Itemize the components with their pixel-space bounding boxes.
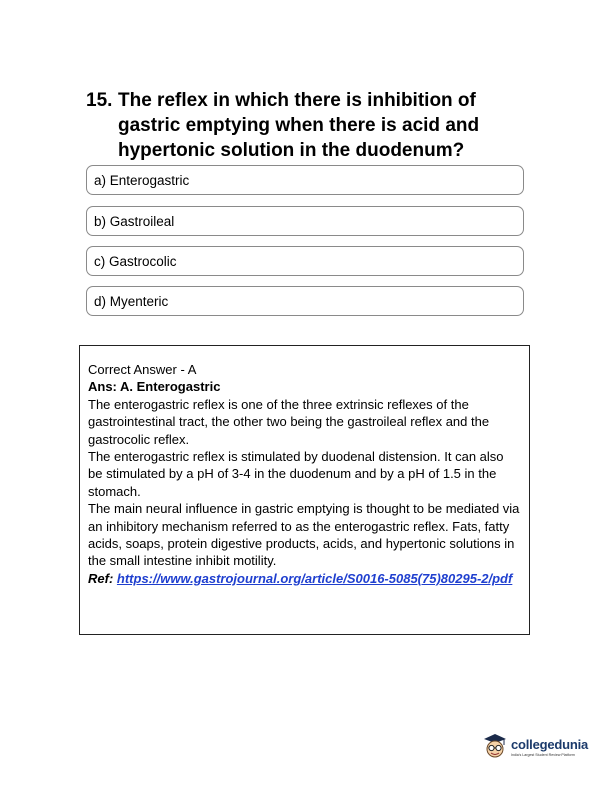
option-d-label: d) Myenteric — [94, 294, 169, 309]
option-d[interactable] — [86, 286, 524, 316]
student-mascot-icon — [481, 731, 509, 761]
answer-heading: Ans: A. Enterogastric — [88, 379, 221, 395]
question-number: 15. — [86, 90, 113, 111]
collegedunia-logo — [481, 731, 589, 761]
option-c[interactable] — [86, 246, 524, 276]
logo-brand-text: collegedunia — [511, 737, 589, 752]
answer-box — [79, 345, 530, 635]
correct-answer: Correct Answer - A — [88, 362, 197, 377]
option-b-label: b) Gastroileal — [94, 214, 175, 229]
option-c-label: c) Gastrocolic — [94, 254, 177, 269]
logo-tagline: India's Largest Student Review Platform — [511, 753, 575, 757]
question-text: The reflex in which there is inhibition of gastric emptying when there is acid and hypertonic solution in the duodenum? — [118, 90, 480, 161]
explanation-para-1: The enterogastric reflex is one of the three extrinsic reflexes of the gastrointestinal tract, the other two being the gastroileal reflex and the gastrocolic reflex. — [88, 396, 490, 447]
reference — [88, 570, 521, 587]
reference-label: Ref: — [88, 570, 114, 586]
explanation-para-2: The enterogastric reflex is stimulated by duodenal distension. It can also be stimulated by a pH of 3-4 in the duodenum and by a pH of 1.5 in the stomach. — [88, 449, 504, 499]
option-a[interactable] — [86, 165, 524, 195]
option-a-label: a) Enterogastric — [94, 173, 190, 188]
option-b[interactable] — [86, 206, 524, 236]
explanation-para-3: The main neural influence in gastric emptying is thought to be mediated via an inhibitory mechanism referred to as the enterogastric reflex. Fats, fatty acids, soaps, protein digestive products, acids, and hypertonic solutions in the small intestine inhibit motility. — [88, 501, 520, 569]
reference-link[interactable]: https://www.gastrojournal.org/article/S0016-5085(75)80295-2/pdf — [116, 570, 513, 586]
